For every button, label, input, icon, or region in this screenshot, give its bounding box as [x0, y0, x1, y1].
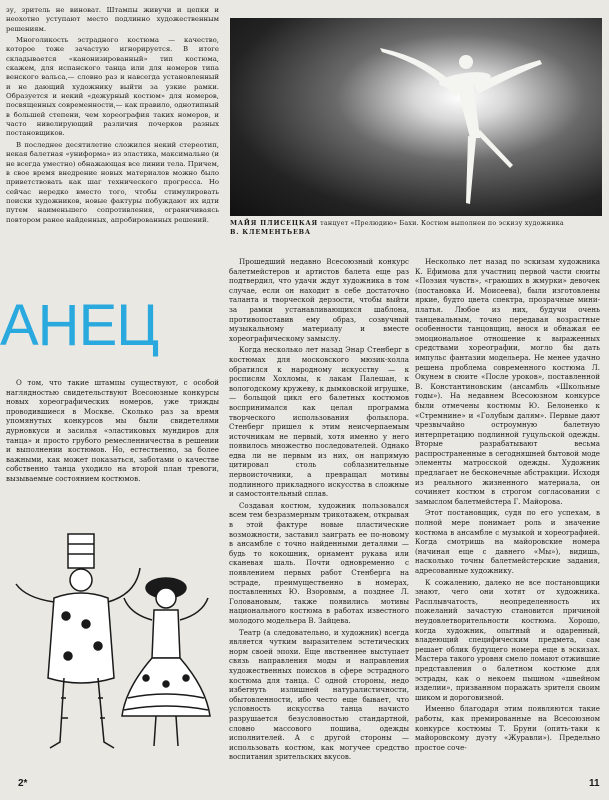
paragraph: К сожалению, далеко не все постановщики знают, чего они хотят от художника. Расплывчатость, неопределенность их пожеланий зачастую становится причиной неудовлетворительности костюма. Хорошо, когда художник, опытный и одаренный, владеющий специфическим предмета, сам решает облик будущего номера еще в эскизах. Мастера такого уровня смело ломают отжившие представления о балетном костюме для эстрады, как о некоем пышном «швейном изделии», призванном поражать зрителя своим шиком и дороговизной.	[415, 577, 600, 702]
page-number-left: 2*	[18, 778, 28, 789]
headline-fragment: АНЕЦ	[0, 293, 159, 358]
paragraph: О том, что такие штампы существуют, с особой наглядностью свидетельствуют Всесоюзные конкурсы новых хореографических номеров, уже трижды проводившиеся в Москве. Сколько раз за время упомянутых конкурсов мы были свидетелями дурновкуси и засилья «эластиковых мундиров для танца» и просто грубого ремесленничества в решении и выполнении костюмов. Но, естественно, за более важными, как может показаться, заботами о качестве собственно танца уходило на второй план тревоги, вызываемые состоянием костюмов.	[6, 378, 219, 483]
dancer-figure	[230, 18, 602, 216]
paragraph: Создавая костюм, художник пользовался всем тем безразмерным трикотажем, открывая в этой фактуре новые пластические возможности, заставил заиграть ее по-новому в ансамбле с точно найденными деталями — будь то кокошник, орнамент рукава или сканевая шаль. Почти одновременно с появлением первых работ Стенберга на эстраде, преимущественно в номерах, поставленных Ю. Взоровым, а позднее Л. Головановым, также появились мотивы национального костюма в работах известного молодого модельера В. Зайцева.	[229, 500, 409, 625]
paragraph: В последнее десятилетие сложился некий стереотип, некая балетная «униформа» из эластика, максимально (и не всегда уместно) обнажающая все линии тела. Причем, в свое время внедрение новых материалов можно было приветствовать как шаг технического прогресса. Но сейчас нередко вместо того, чтобы стимулировать поиски художников, новые фактуры побуждают их идти путем наименьшего сопротивления, ограничиваясь повтором ранее найденных, апробированных решений.	[6, 140, 220, 224]
page-number-right: 11	[589, 778, 600, 789]
paragraph: Именно благодаря этим появляются такие работы, как премированные на Всесоюзном конкурсе костюмы Т. Бруни (опять-таки к майоровскому дуэту «Журавли»). Предельно простое соче-	[415, 704, 600, 752]
right-column	[415, 257, 600, 754]
middle-column	[229, 257, 409, 764]
ballet-photo	[230, 18, 602, 216]
paragraph: зу, зритель не виноват. Штампы живучи и цепки и неохотно уступают место подлинно художественным решениям.	[6, 6, 219, 33]
costume-sketch	[6, 528, 218, 760]
left-column-bottom	[6, 378, 219, 486]
caption-text: танцует «Прелюдию» Бахи. Костюм выполнен по эскизу художника	[317, 219, 564, 227]
paragraph: Несколько лет назад по эскизам художника К. Ефимова для участниц первой части сюиты «Поэзия чувств», «граюших в жмурки» девочек (постановка И. Моисеева), были изготовлены яркие, будто цвета спектра, прозрачные мини-платья. Любое из них, будучи очень танцевальным, точно передавая возрастные особенности танцовщиц, внося и обнажая ее эмоциональное отношение к выраженных средствами хореографии, могло бы дать импульс фантазии модельера. Не менее удачно решена проблема современного костюма Л. Окунем в сюите «После уроков», поставленной В. Константиновским (ансамбль «Школьные годы»). На недавнем Всесоюзном конкурсе были отмечены костюмы Ю. Белоненко к «Стремнине» и «Голубым далям». Первые дают чрезвычайно остроумную балетную интерпретацию подлинной гуцульской одежды. Вторые разрабатывают весьма распространенные в сегодняшней бытовой моде элементы матросской одежды. Художник предлагает не бесконечные абстракции. Исходя из реального жизненного материала, он сочиняет костюм в строгом согласовании с замыслом балетмейстера Г. Майорова.	[415, 257, 600, 506]
paragraph: Многоликость эстрадного костюма — качество, которое тоже зачастую игнорируется. В итоге складывается «канонизированный» тип костюма, скажем, для испанского танца или для номеров типа венского вальса,— словно раз и навсегда установленный и не дающий художнику выйти за узкие рамки. Образуется и некий «дежурный костюм» для номеров, посвященных современности,— как правило, однотипный в большей степени, чем хореография таких номеров, и часто нивелирующий различия почерков разных постановщиков.	[6, 36, 219, 138]
paragraph: Прошедший недавно Всесоюзный конкурс балетмейстеров и артистов балета еще раз подтвердил, что удачи ждут художника в том случае, если он находит в себе достаточно таланта и творческой дерзости, чтобы выйти за рамки устанавливающихся шаблона, противопоставив ему образ, созвучный музыкальному материалу и вместе хореографическому замыслу.	[229, 257, 409, 343]
photo-caption	[230, 219, 602, 236]
caption-artist-name: В. КЛЕМЕНТЬЕВА	[230, 227, 311, 236]
paragraph: Театр (а следовательно, и художник) всегда является чутким выразителем эстетических норм своей эпохи. Еще явственнее выступает связь направления моды и направления художественных поисков в сфере эстрадного костюма для танца. С одной стороны, недо избегнуть излишней натуралистичности, обытовленности, ибо често еще бывает, что условность искусства танца начисто разрушается безусловностью стандартной, словно массового пошива, одежды исполнителей. А с другой стороны — использовать костюм, как могучее средство воспитания зрительских вкусов.	[229, 627, 409, 762]
paragraph: Когда несколько лет назад Энар Стенберг в костюмах для московского мюзик-холла обратился к народному искусству — к росписям Хохломы, к лакам Палешан, к вологодскому кружеву, к дымковской игрушке,— больщой цикл его балетных костюмов воспринимался как целая программа творческого использования фольклора. Стенберг пришел к этим неисчерпаемым источникам не первый, хотя именно у него появилось множество последователей. Однако едва ли не первым из них, он напрямую цитировал столь соблазнительные первоисточники, а превращал мотивы подлинного прикладного искусства в сложные и самостоятельный сплав.	[229, 345, 409, 499]
costume-sketch-illustration	[6, 528, 218, 760]
left-column-top	[6, 6, 219, 227]
caption-dancer-name: МАЙЯ ПЛИСЕЦКАЯ	[230, 219, 318, 227]
paragraph: Этот постановщик, судя по его успехам, в полной мере понимает роль и значение костюма в ансамбле с музыкой и хореографией. Когда смотришь на майоровские номера (начиная еще с давнего «Мы»), видишь, насколько точны балетмейстерские задания, адресованные художнику.	[415, 508, 600, 575]
